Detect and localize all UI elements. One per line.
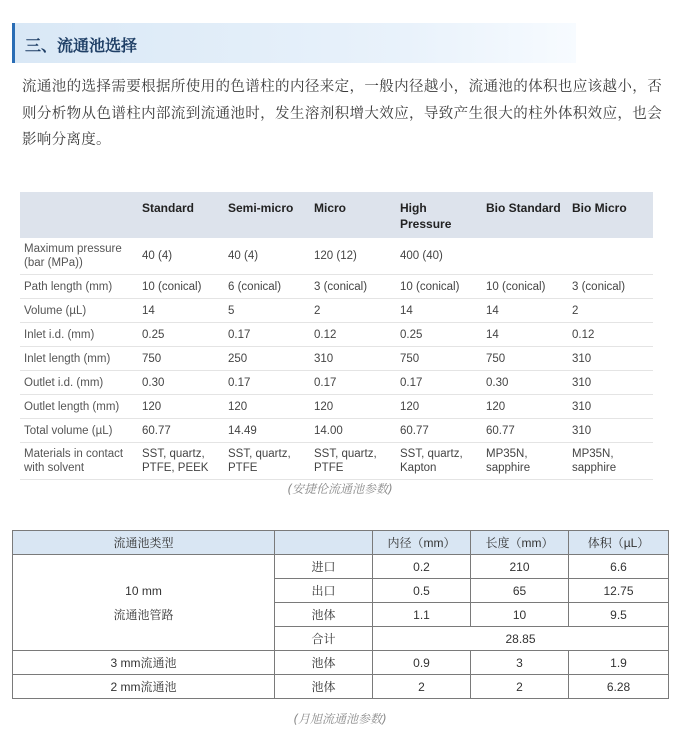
table1-caption: (安捷伦流通池参数) (287, 482, 393, 496)
table-cell: 2 (373, 675, 471, 699)
table-row (20, 395, 653, 419)
table-header-row (13, 531, 669, 555)
table-cell: 65 (471, 579, 569, 603)
table-cell (568, 238, 653, 275)
table-cell: 750 (138, 347, 224, 371)
table-cell: 750 (396, 347, 482, 371)
table-cell: 210 (471, 555, 569, 579)
table-row (13, 651, 669, 675)
table-cell: 池体 (275, 651, 373, 675)
table-header-cell: Semi-micro (224, 192, 310, 238)
table-header-cell: 长度（mm） (471, 531, 569, 555)
table-cell: 3 (conical) (568, 275, 653, 299)
table-cell: 120 (396, 395, 482, 419)
table-cell: 14 (482, 323, 568, 347)
table-cell: 14.00 (310, 419, 396, 443)
table-cell: 0.17 (224, 371, 310, 395)
table-cell: 60.77 (482, 419, 568, 443)
table2-caption: (月旭流通池参数) (293, 712, 387, 726)
table-cell: 6.28 (569, 675, 669, 699)
table-cell: 5 (224, 299, 310, 323)
cell-type-10mm (13, 555, 275, 651)
table-row (20, 419, 653, 443)
table-cell: 0.17 (310, 371, 396, 395)
table-cell: 3 mm流通池 (13, 651, 275, 675)
table-header-cell: Bio Micro (568, 192, 653, 238)
table-cell: 120 (138, 395, 224, 419)
table-row (20, 238, 653, 275)
table-cell: 0.12 (568, 323, 653, 347)
table-cell: 10 (conical) (482, 275, 568, 299)
table-cell: 2 (568, 299, 653, 323)
table-cell: 120 (482, 395, 568, 419)
table-cell: 14 (138, 299, 224, 323)
table-cell: 6 (conical) (224, 275, 310, 299)
cell-type-line: 10 mm (125, 583, 162, 598)
table-header-cell: Bio Standard (482, 192, 568, 238)
table-cell: 0.9 (373, 651, 471, 675)
agilent-flow-cell-table (20, 192, 653, 480)
total-value: 28.85 (373, 627, 669, 651)
table-cell: 120 (12) (310, 238, 396, 275)
table-cell: 1.1 (373, 603, 471, 627)
row-label: Outlet i.d. (mm) (20, 371, 138, 395)
table-cell: 0.2 (373, 555, 471, 579)
table-cell: 0.17 (396, 371, 482, 395)
table-cell: 60.77 (138, 419, 224, 443)
total-label: 合计 (275, 627, 373, 651)
table-cell: 40 (4) (224, 238, 310, 275)
row-label: Outlet length (mm) (20, 395, 138, 419)
row-label: Volume (µL) (20, 299, 138, 323)
table-cell: 0.30 (482, 371, 568, 395)
table-cell: 10 (conical) (396, 275, 482, 299)
row-label: Total volume (µL) (20, 419, 138, 443)
table-cell: 0.30 (138, 371, 224, 395)
table-cell (482, 238, 568, 275)
table-header-cell: Standard (138, 192, 224, 238)
table-cell: 3 (471, 651, 569, 675)
table-cell: 310 (568, 395, 653, 419)
table-header-cell: 体积（µL） (569, 531, 669, 555)
table-cell: 6.6 (569, 555, 669, 579)
table-cell: 40 (4) (138, 238, 224, 275)
table-cell: 进口 (275, 555, 373, 579)
table-cell: MP35N, sapphire (482, 443, 568, 480)
table-header-cell: Micro (310, 192, 396, 238)
table-cell: 池体 (275, 603, 373, 627)
row-label: Inlet i.d. (mm) (20, 323, 138, 347)
table-cell: 池体 (275, 675, 373, 699)
table-cell: 750 (482, 347, 568, 371)
table-row (20, 347, 653, 371)
table-cell: 1.9 (569, 651, 669, 675)
table-cell: 0.5 (373, 579, 471, 603)
table-row (13, 555, 669, 579)
table-cell: SST, quartz, PTFE, PEEK (138, 443, 224, 480)
table-row (20, 299, 653, 323)
table-row (20, 323, 653, 347)
intro-paragraph: 流通池的选择需要根据所使用的色谱柱的内径来定，一般内径越小，流通池的体积也应该越小，否则分析物从色谱柱内部流到流通池时，发生溶剂积增大效应，导致产生很大的柱外体积效应，也会影响分离度。 (22, 79, 662, 148)
row-label: Maximum pressure (bar (MPa)) (20, 238, 138, 275)
table-cell: 2 (471, 675, 569, 699)
table-cell: 2 mm流通池 (13, 675, 275, 699)
table-header-cell: 内径（mm） (373, 531, 471, 555)
table-header-row (20, 192, 653, 238)
table-cell: 14 (396, 299, 482, 323)
table-cell: 310 (568, 347, 653, 371)
table-cell: 12.75 (569, 579, 669, 603)
table-cell: 60.77 (396, 419, 482, 443)
cell-type-line: 流通池管路 (113, 607, 174, 622)
table-cell: 310 (568, 419, 653, 443)
table-cell: 0.25 (138, 323, 224, 347)
table-cell: 120 (224, 395, 310, 419)
table-header-cell: 流通池类型 (13, 531, 275, 555)
table-cell: 0.12 (310, 323, 396, 347)
table-row (13, 675, 669, 699)
table-cell: 0.25 (396, 323, 482, 347)
table-cell: MP35N, sapphire (568, 443, 653, 480)
table-cell: SST, quartz, PTFE (310, 443, 396, 480)
table-cell: 250 (224, 347, 310, 371)
table-row (20, 443, 653, 480)
yuexu-flow-cell-table (12, 530, 669, 699)
table-row (20, 371, 653, 395)
section-header (12, 23, 576, 63)
table-cell: 10 (471, 603, 569, 627)
table-cell: 310 (568, 371, 653, 395)
table-cell: 310 (310, 347, 396, 371)
table-cell: 10 (conical) (138, 275, 224, 299)
row-label: Materials in contact with solvent (20, 443, 138, 480)
row-label: Path length (mm) (20, 275, 138, 299)
table-cell: 3 (conical) (310, 275, 396, 299)
table-header-cell (275, 531, 373, 555)
table-cell: 120 (310, 395, 396, 419)
table-cell: SST, quartz, Kapton (396, 443, 482, 480)
table-cell: SST, quartz, PTFE (224, 443, 310, 480)
table-row (20, 275, 653, 299)
table-cell: 14.49 (224, 419, 310, 443)
table-cell: 0.17 (224, 323, 310, 347)
row-label: Inlet length (mm) (20, 347, 138, 371)
section-title: 三、流通池选择 (25, 36, 138, 55)
table-cell: 400 (40) (396, 238, 482, 275)
table-cell: 出口 (275, 579, 373, 603)
table-header-cell: High Pressure (396, 192, 482, 238)
table-cell: 9.5 (569, 603, 669, 627)
table-cell: 14 (482, 299, 568, 323)
table-cell: 2 (310, 299, 396, 323)
table-header-cell (20, 192, 138, 238)
